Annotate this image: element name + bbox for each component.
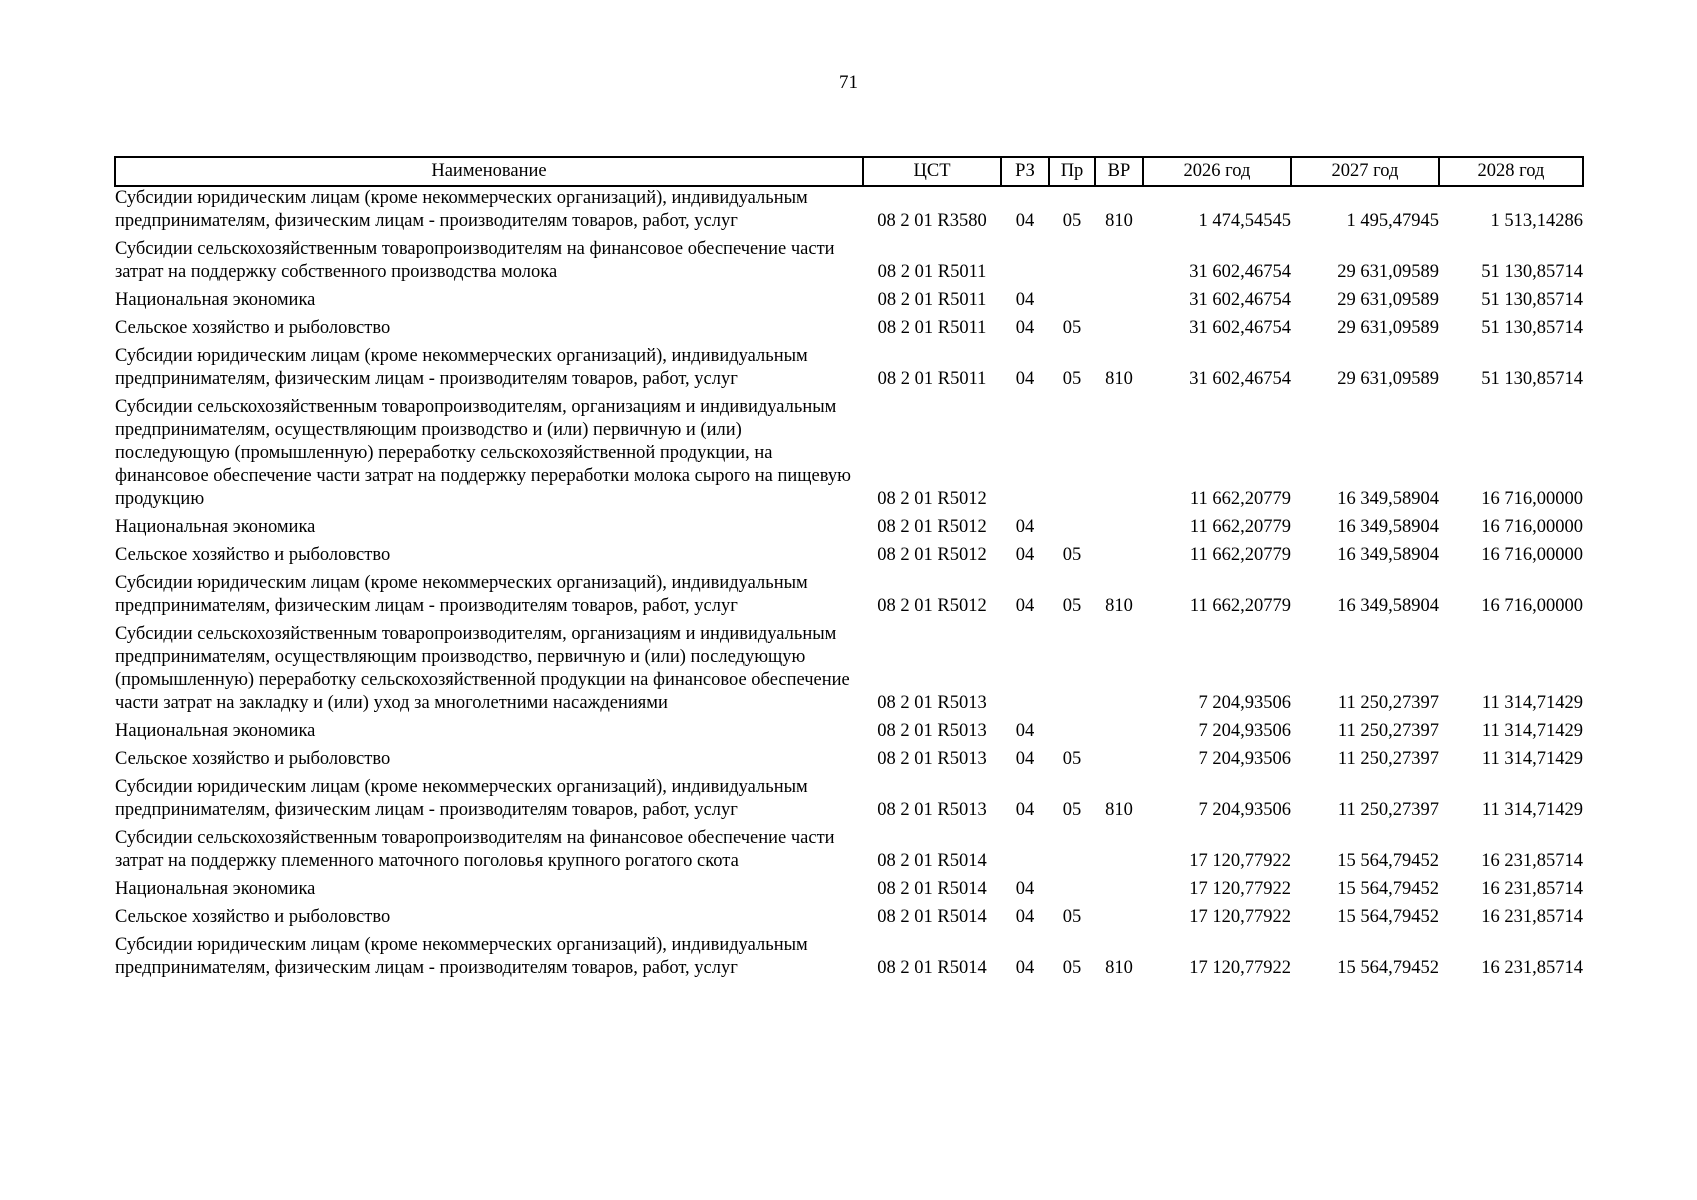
cell-rz: 04 — [1015, 545, 1035, 565]
cell-vr — [1095, 396, 1143, 516]
cell-2028: 51 130,85714 — [1481, 318, 1583, 338]
cell-2026: 17 120,77922 — [1189, 958, 1291, 978]
cell-vr: 810 — [1105, 211, 1133, 231]
cell-pr: 05 — [1062, 318, 1082, 338]
cell-2028: 16 716,00000 — [1481, 517, 1583, 537]
cell-2027: 15 564,79452 — [1337, 879, 1439, 899]
table-row — [115, 878, 1583, 906]
cell-2028: 16 231,85714 — [1481, 851, 1583, 871]
cell-rz: 04 — [1015, 958, 1035, 978]
cell-rz — [1001, 623, 1049, 720]
budget-table — [114, 156, 1584, 985]
cell-2027: 29 631,09589 — [1337, 318, 1439, 338]
cell-cst: 08 2 01 R3580 — [877, 211, 987, 231]
cell-2027: 16 349,58904 — [1337, 489, 1439, 509]
cell-2026: 1 474,54545 — [1198, 211, 1291, 231]
cell-pr: 05 — [1062, 958, 1082, 978]
cell-2027: 11 250,27397 — [1337, 721, 1439, 741]
cell-2026: 11 662,20779 — [1189, 517, 1291, 537]
cell-cst: 08 2 01 R5011 — [877, 369, 987, 389]
cell-pr: 05 — [1062, 545, 1082, 565]
cell-name: Национальная экономика — [115, 879, 316, 899]
cell-2027: 15 564,79452 — [1337, 958, 1439, 978]
table-row — [115, 516, 1583, 544]
cell-cst: 08 2 01 R5014 — [877, 907, 987, 927]
cell-2028: 16 716,00000 — [1481, 545, 1583, 565]
cell-cst: 08 2 01 R5011 — [877, 262, 987, 282]
cell-rz — [1001, 238, 1049, 289]
cell-2028: 16 231,85714 — [1481, 879, 1583, 899]
cell-rz: 04 — [1015, 721, 1035, 741]
cell-cst: 08 2 01 R5012 — [877, 596, 987, 616]
cell-rz: 04 — [1015, 879, 1035, 899]
cell-pr — [1049, 238, 1095, 289]
cell-rz: 04 — [1015, 596, 1035, 616]
table-row — [115, 720, 1583, 748]
header-2026: 2026 год — [1143, 157, 1291, 186]
cell-rz: 04 — [1015, 517, 1035, 537]
header-cst: ЦСТ — [863, 157, 1001, 186]
table-body — [115, 186, 1583, 985]
cell-cst: 08 2 01 R5014 — [877, 879, 987, 899]
cell-2026: 7 204,93506 — [1198, 693, 1291, 713]
cell-cst: 08 2 01 R5013 — [877, 721, 987, 741]
cell-pr: 05 — [1062, 907, 1082, 927]
cell-cst: 08 2 01 R5011 — [877, 318, 987, 338]
table-row — [115, 827, 1583, 878]
cell-2026: 17 120,77922 — [1189, 879, 1291, 899]
cell-2026: 17 120,77922 — [1189, 851, 1291, 871]
cell-vr — [1095, 720, 1143, 748]
table-row — [115, 748, 1583, 776]
table-row — [115, 289, 1583, 317]
cell-pr — [1049, 878, 1095, 906]
cell-name: Субсидии юридическим лицам (кроме некоммерческих организаций), индивидуальным предпринимателям, физическим лицам - производителям товаров, работ, услуг — [115, 188, 808, 231]
table-row — [115, 623, 1583, 720]
cell-2027: 29 631,09589 — [1337, 262, 1439, 282]
cell-cst: 08 2 01 R5013 — [877, 800, 987, 820]
cell-pr — [1049, 720, 1095, 748]
cell-cst: 08 2 01 R5014 — [877, 958, 987, 978]
cell-rz: 04 — [1015, 211, 1035, 231]
table-row — [115, 317, 1583, 345]
cell-vr — [1095, 317, 1143, 345]
cell-2026: 31 602,46754 — [1189, 262, 1291, 282]
cell-vr: 810 — [1105, 800, 1133, 820]
cell-2028: 1 513,14286 — [1490, 211, 1583, 231]
cell-rz — [1001, 396, 1049, 516]
cell-name: Субсидии сельскохозяйственным товаропроизводителям, организациям и индивидуальным предпринимателям, осуществляющим производство и (или) первичную и (или) последующую (промышленную) переработку сельскохозяйственной продукции, на финансовое обеспечение части затрат на поддержку переработки молока сырого на пищевую продукцию — [115, 397, 851, 509]
table-row — [115, 345, 1583, 396]
header-name: Наименование — [115, 157, 863, 186]
cell-2028: 11 314,71429 — [1481, 749, 1583, 769]
cell-cst: 08 2 01 R5013 — [877, 693, 987, 713]
cell-vr: 810 — [1105, 958, 1133, 978]
cell-rz: 04 — [1015, 800, 1035, 820]
page-number: 71 — [839, 72, 858, 93]
cell-2027: 29 631,09589 — [1337, 369, 1439, 389]
cell-pr — [1049, 623, 1095, 720]
table-header-row — [115, 157, 1583, 186]
cell-2027: 11 250,27397 — [1337, 749, 1439, 769]
cell-2028: 51 130,85714 — [1481, 369, 1583, 389]
cell-name: Национальная экономика — [115, 721, 316, 741]
cell-pr: 05 — [1062, 596, 1082, 616]
cell-2028: 16 716,00000 — [1481, 596, 1583, 616]
table-row — [115, 934, 1583, 985]
header-pr: Пр — [1049, 157, 1095, 186]
cell-pr — [1049, 289, 1095, 317]
cell-pr — [1049, 396, 1095, 516]
cell-2026: 7 204,93506 — [1198, 800, 1291, 820]
cell-2028: 51 130,85714 — [1481, 262, 1583, 282]
cell-rz: 04 — [1015, 907, 1035, 927]
cell-2027: 29 631,09589 — [1337, 290, 1439, 310]
cell-cst: 08 2 01 R5012 — [877, 489, 987, 509]
cell-2028: 11 314,71429 — [1481, 721, 1583, 741]
header-rz: РЗ — [1001, 157, 1049, 186]
cell-pr: 05 — [1062, 369, 1082, 389]
cell-2026: 11 662,20779 — [1189, 596, 1291, 616]
cell-name: Субсидии юридическим лицам (кроме некоммерческих организаций), индивидуальным предпринимателям, физическим лицам - производителям товаров, работ, услуг — [115, 573, 808, 616]
cell-name: Сельское хозяйство и рыболовство — [115, 749, 391, 769]
cell-2028: 11 314,71429 — [1481, 693, 1583, 713]
cell-2028: 16 231,85714 — [1481, 907, 1583, 927]
cell-2027: 15 564,79452 — [1337, 907, 1439, 927]
cell-name: Национальная экономика — [115, 517, 316, 537]
cell-vr — [1095, 516, 1143, 544]
cell-cst: 08 2 01 R5013 — [877, 749, 987, 769]
cell-2026: 31 602,46754 — [1189, 290, 1291, 310]
cell-2026: 7 204,93506 — [1198, 749, 1291, 769]
table-row — [115, 776, 1583, 827]
cell-rz: 04 — [1015, 749, 1035, 769]
cell-vr — [1095, 544, 1143, 572]
cell-name: Субсидии юридическим лицам (кроме некоммерческих организаций), индивидуальным предпринимателям, физическим лицам - производителям товаров, работ, услуг — [115, 935, 808, 978]
cell-vr — [1095, 238, 1143, 289]
cell-2027: 11 250,27397 — [1337, 800, 1439, 820]
table-row — [115, 572, 1583, 623]
cell-rz — [1001, 827, 1049, 878]
cell-2027: 15 564,79452 — [1337, 851, 1439, 871]
cell-2027: 11 250,27397 — [1337, 693, 1439, 713]
cell-pr: 05 — [1062, 800, 1082, 820]
cell-name: Сельское хозяйство и рыболовство — [115, 907, 391, 927]
cell-cst: 08 2 01 R5012 — [877, 517, 987, 537]
cell-vr — [1095, 748, 1143, 776]
cell-cst: 08 2 01 R5012 — [877, 545, 987, 565]
table-row — [115, 906, 1583, 934]
cell-pr — [1049, 827, 1095, 878]
cell-2026: 31 602,46754 — [1189, 369, 1291, 389]
cell-name: Субсидии сельскохозяйственным товаропроизводителям на финансовое обеспечение части затрат на поддержку племенного маточного поголовья крупного рогатого скота — [115, 828, 835, 871]
cell-rz: 04 — [1015, 290, 1035, 310]
cell-name: Субсидии юридическим лицам (кроме некоммерческих организаций), индивидуальным предпринимателям, физическим лицам - производителям товаров, работ, услуг — [115, 777, 808, 820]
cell-2026: 17 120,77922 — [1189, 907, 1291, 927]
cell-2028: 16 231,85714 — [1481, 958, 1583, 978]
header-2027: 2027 год — [1291, 157, 1439, 186]
cell-rz: 04 — [1015, 369, 1035, 389]
cell-name: Субсидии юридическим лицам (кроме некоммерческих организаций), индивидуальным предпринимателям, физическим лицам - производителям товаров, работ, услуг — [115, 346, 808, 389]
cell-name: Сельское хозяйство и рыболовство — [115, 318, 391, 338]
cell-vr — [1095, 289, 1143, 317]
table-row — [115, 238, 1583, 289]
cell-pr: 05 — [1062, 211, 1082, 231]
cell-pr: 05 — [1062, 749, 1082, 769]
cell-2028: 51 130,85714 — [1481, 290, 1583, 310]
header-vr: ВР — [1095, 157, 1143, 186]
cell-pr — [1049, 516, 1095, 544]
cell-cst: 08 2 01 R5014 — [877, 851, 987, 871]
cell-2028: 16 716,00000 — [1481, 489, 1583, 509]
cell-vr: 810 — [1105, 369, 1133, 389]
cell-2027: 16 349,58904 — [1337, 517, 1439, 537]
cell-cst: 08 2 01 R5011 — [877, 290, 987, 310]
cell-2026: 7 204,93506 — [1198, 721, 1291, 741]
table-row — [115, 186, 1583, 238]
cell-name: Субсидии сельскохозяйственным товаропроизводителям на финансовое обеспечение части затрат на поддержку собственного производства молока — [115, 239, 835, 282]
cell-name: Национальная экономика — [115, 290, 316, 310]
cell-2026: 11 662,20779 — [1189, 489, 1291, 509]
cell-name: Субсидии сельскохозяйственным товаропроизводителям, организациям и индивидуальным предпринимателям, осуществляющим производство, первичную и (или) последующую (промышленную) переработку сельскохозяйственной продукции на финансовое обеспечение части затрат на закладку и (или) уход за многолетними насаждениями — [115, 624, 850, 713]
cell-2027: 1 495,47945 — [1346, 211, 1439, 231]
cell-vr: 810 — [1105, 596, 1133, 616]
cell-rz: 04 — [1015, 318, 1035, 338]
cell-2026: 11 662,20779 — [1189, 545, 1291, 565]
cell-2027: 16 349,58904 — [1337, 596, 1439, 616]
table-row — [115, 396, 1583, 516]
cell-name: Сельское хозяйство и рыболовство — [115, 545, 391, 565]
cell-vr — [1095, 623, 1143, 720]
cell-vr — [1095, 827, 1143, 878]
cell-vr — [1095, 906, 1143, 934]
cell-2028: 11 314,71429 — [1481, 800, 1583, 820]
cell-2026: 31 602,46754 — [1189, 318, 1291, 338]
cell-2027: 16 349,58904 — [1337, 545, 1439, 565]
header-2028: 2028 год — [1439, 157, 1583, 186]
table-row — [115, 544, 1583, 572]
cell-vr — [1095, 878, 1143, 906]
